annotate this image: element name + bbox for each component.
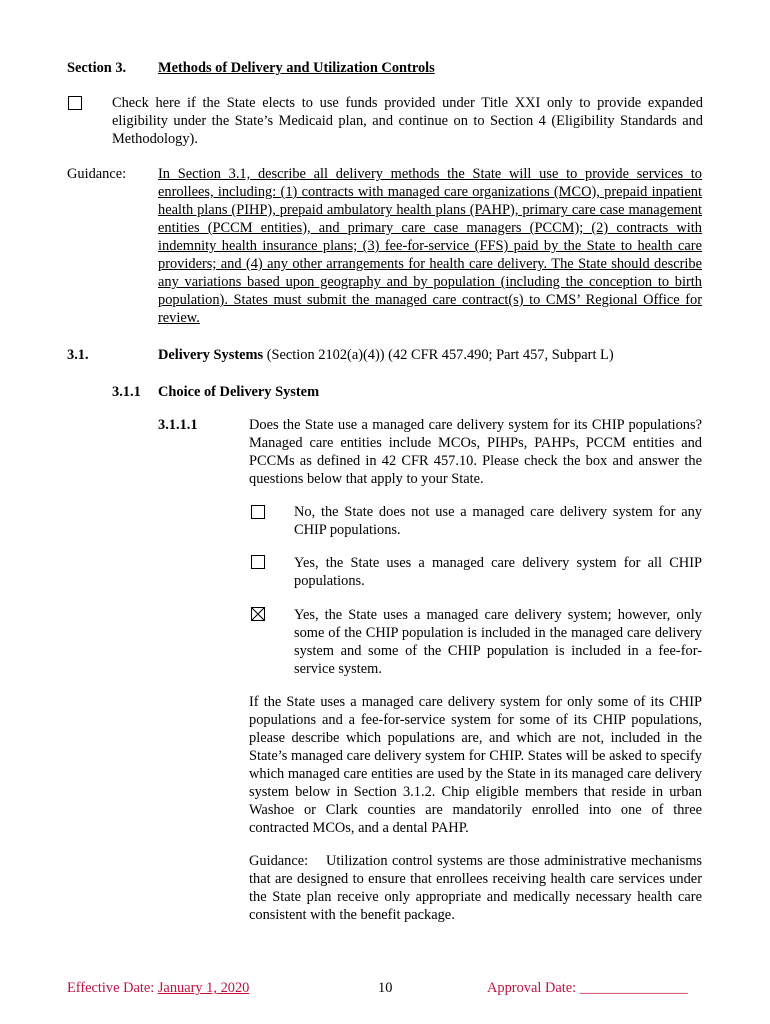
option-all-managed-care-text: Yes, the State uses a managed care delivery system for all CHIP populations. (294, 555, 702, 589)
approval-date-label: Approval Date: (487, 980, 580, 996)
guidance-label: Guidance: (67, 166, 127, 182)
section-3-1-1-number: 3.1.1 (112, 384, 141, 400)
option-no-managed-care-text: No, the State does not use a managed care delivery system for any CHIP populations. (294, 504, 702, 538)
guidance-text: In Section 3.1, describe all delivery methods the State will use to provide services to enrollees, including: (1) contracts with managed care organizations (MCO), prepaid inpatient health plans (PIHP), prepaid ambulatory health plans (PAHP), primary care case management entities (PCCM entities), and primary care case managers (PCCM); (2) contracts with indemnity health insurance plans; (3) fee-for-service (FFS) paid by the State to health care providers; and (4) any other arrangements for health care delivery. The State should describe any variations based upon geography and by population (including the conception to birth population). States must submit the managed care contract(s) to CMS’ Regional Office for review. (158, 166, 702, 326)
section-3-1-number: 3.1. (67, 347, 89, 363)
managed-care-population-description: If the State uses a managed care delivery system for only some of its CHIP populations and a fee-for-service system for some of its CHIP populations, please describe which populations are, and which are not, included in the State’s managed care delivery system for CHIP. States will be asked to specify which managed care entities are used by the State in its managed care delivery system below in Section 3.1.2. Chip eligible members that reside in urban Washoe or Clark counties are mandatorily enrolled into one of three contracted MCOs, and a dental PAHP. (249, 694, 702, 836)
footer-effective-date (67, 979, 249, 997)
footer-approval-date (487, 979, 688, 997)
title-xxi-checkbox[interactable] (68, 96, 82, 110)
section-3-1-1-1-number: 3.1.1.1 (158, 417, 198, 433)
effective-date-label: Effective Date: (67, 980, 158, 996)
option-no-managed-care-checkbox[interactable] (251, 505, 265, 519)
utilization-guidance: Guidance: Utilization control systems are those administrative mechanisms that are designed to ensure that enrollees receiving health care services under the State plan receive only appropriate and medically necessary health care consistent with the benefit package. (249, 853, 706, 923)
option-some-managed-care-text: Yes, the State uses a managed care delivery system; however, only some of the CHIP population is included in the managed care delivery system and some of the CHIP population is included in a fee-for-service system. (294, 607, 702, 677)
page-number: 10 (378, 980, 393, 996)
title-xxi-checkbox-text: Check here if the State elects to use funds provided under Title XXI only to provide expanded eligibility under the State’s Medicaid plan, and continue on to Section 4 (Eligibility Standards and Methodology). (112, 95, 703, 147)
section-3-1-1-title: Choice of Delivery System (158, 384, 320, 400)
section-3-1-title: Delivery Systems (158, 347, 264, 363)
section-title: Methods of Delivery and Utilization Controls (158, 60, 435, 76)
checkbox-x-icon (252, 608, 264, 620)
section-3-1-1-1-question: Does the State use a managed care delivery system for its CHIP populations? Managed care entities include MCOs, PIHPs, PAHPs, PCCM entities and PCCMs as defined in 42 CFR 457.10. Please check the box and answer the questions below that apply to your State. (249, 417, 702, 487)
option-some-managed-care-checkbox[interactable] (251, 607, 265, 621)
approval-date-blank: _______________ (579, 980, 688, 996)
option-all-managed-care-checkbox[interactable] (251, 555, 265, 569)
section-3-1-citation: (Section 2102(a)(4)) (42 CFR 457.490; Part 457, Subpart L) (263, 347, 614, 363)
section-number: Section 3. (67, 60, 127, 76)
section-3-1-heading (158, 346, 614, 364)
effective-date-value: January 1, 2020 (157, 980, 250, 996)
